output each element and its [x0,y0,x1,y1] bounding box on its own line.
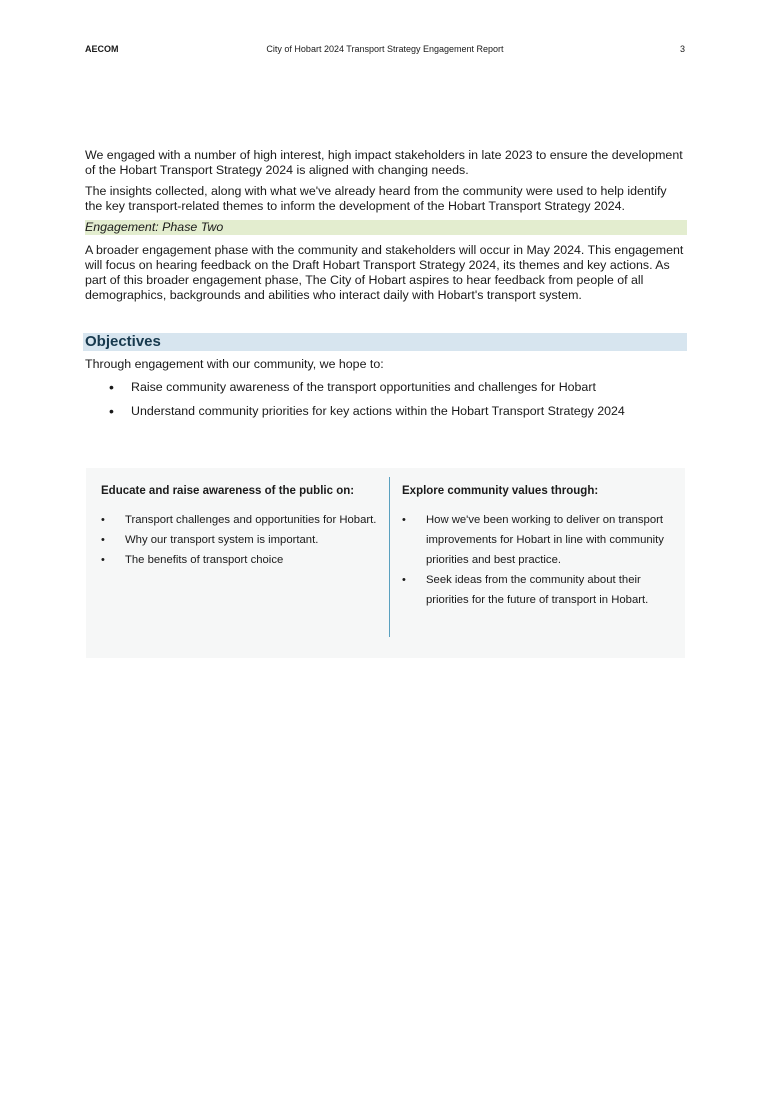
page-header [85,44,685,58]
list-item: • Raise community awareness of the transport opportunities and challenges for Hobart [109,380,687,395]
explore-title: Explore community values through: [402,485,599,497]
list-item: • How we've been working to deliver on transport improvements for Hobart in line with community priorities and best practice. [402,510,677,570]
explore-list [402,510,677,610]
educate-list [101,510,381,570]
main-content [85,148,687,428]
list-item: • Transport challenges and opportunities for Hobart. [101,510,381,530]
column-divider [389,477,390,637]
objectives-heading: Objectives [83,333,687,351]
page-number: 3 [679,44,685,54]
list-item: • Seek ideas from the community about their priorities for the future of transport in Hobart. [402,570,677,610]
paragraph-phase-two: A broader engagement phase with the community and stakeholders will occur in May 2024. This engagement will focus on hearing feedback on the Draft Hobart Transport Strategy 2024, its themes and key actions. As part of this broader engagement phase, The City of Hobart aspires to hear feedback from people of all demographics, backgrounds and abilities who interact daily with Hobart's transport system. [85,243,684,302]
list-item: • Why our transport system is important. [101,530,381,550]
list-item: • Understand community priorities for key actions within the Hobart Transport Strategy 2024 [109,404,687,419]
report-title: City of Hobart 2024 Transport Strategy Engagement Report [266,44,504,54]
paragraph-stakeholders: We engaged with a number of high interest, high impact stakeholders in late 2023 to ensure the development of the Hobart Transport Strategy 2024 is aligned with changing needs. [85,148,683,177]
educate-column [101,468,381,570]
company-name: AECOM [85,44,119,54]
educate-title: Educate and raise awareness of the public on: [101,485,355,497]
explore-column [402,468,677,610]
objectives-intro: Through engagement with our community, we hope to: [85,357,384,371]
objectives-list [85,380,687,419]
paragraph-insights: The insights collected, along with what we've already heard from the community were used to help identify the key transport-related themes to inform the development of the Hobart Transport Strategy 2024. [85,184,667,213]
list-item: • The benefits of transport choice [101,550,381,570]
phase-two-heading: Engagement: Phase Two [85,220,687,235]
objectives-box [86,468,685,658]
